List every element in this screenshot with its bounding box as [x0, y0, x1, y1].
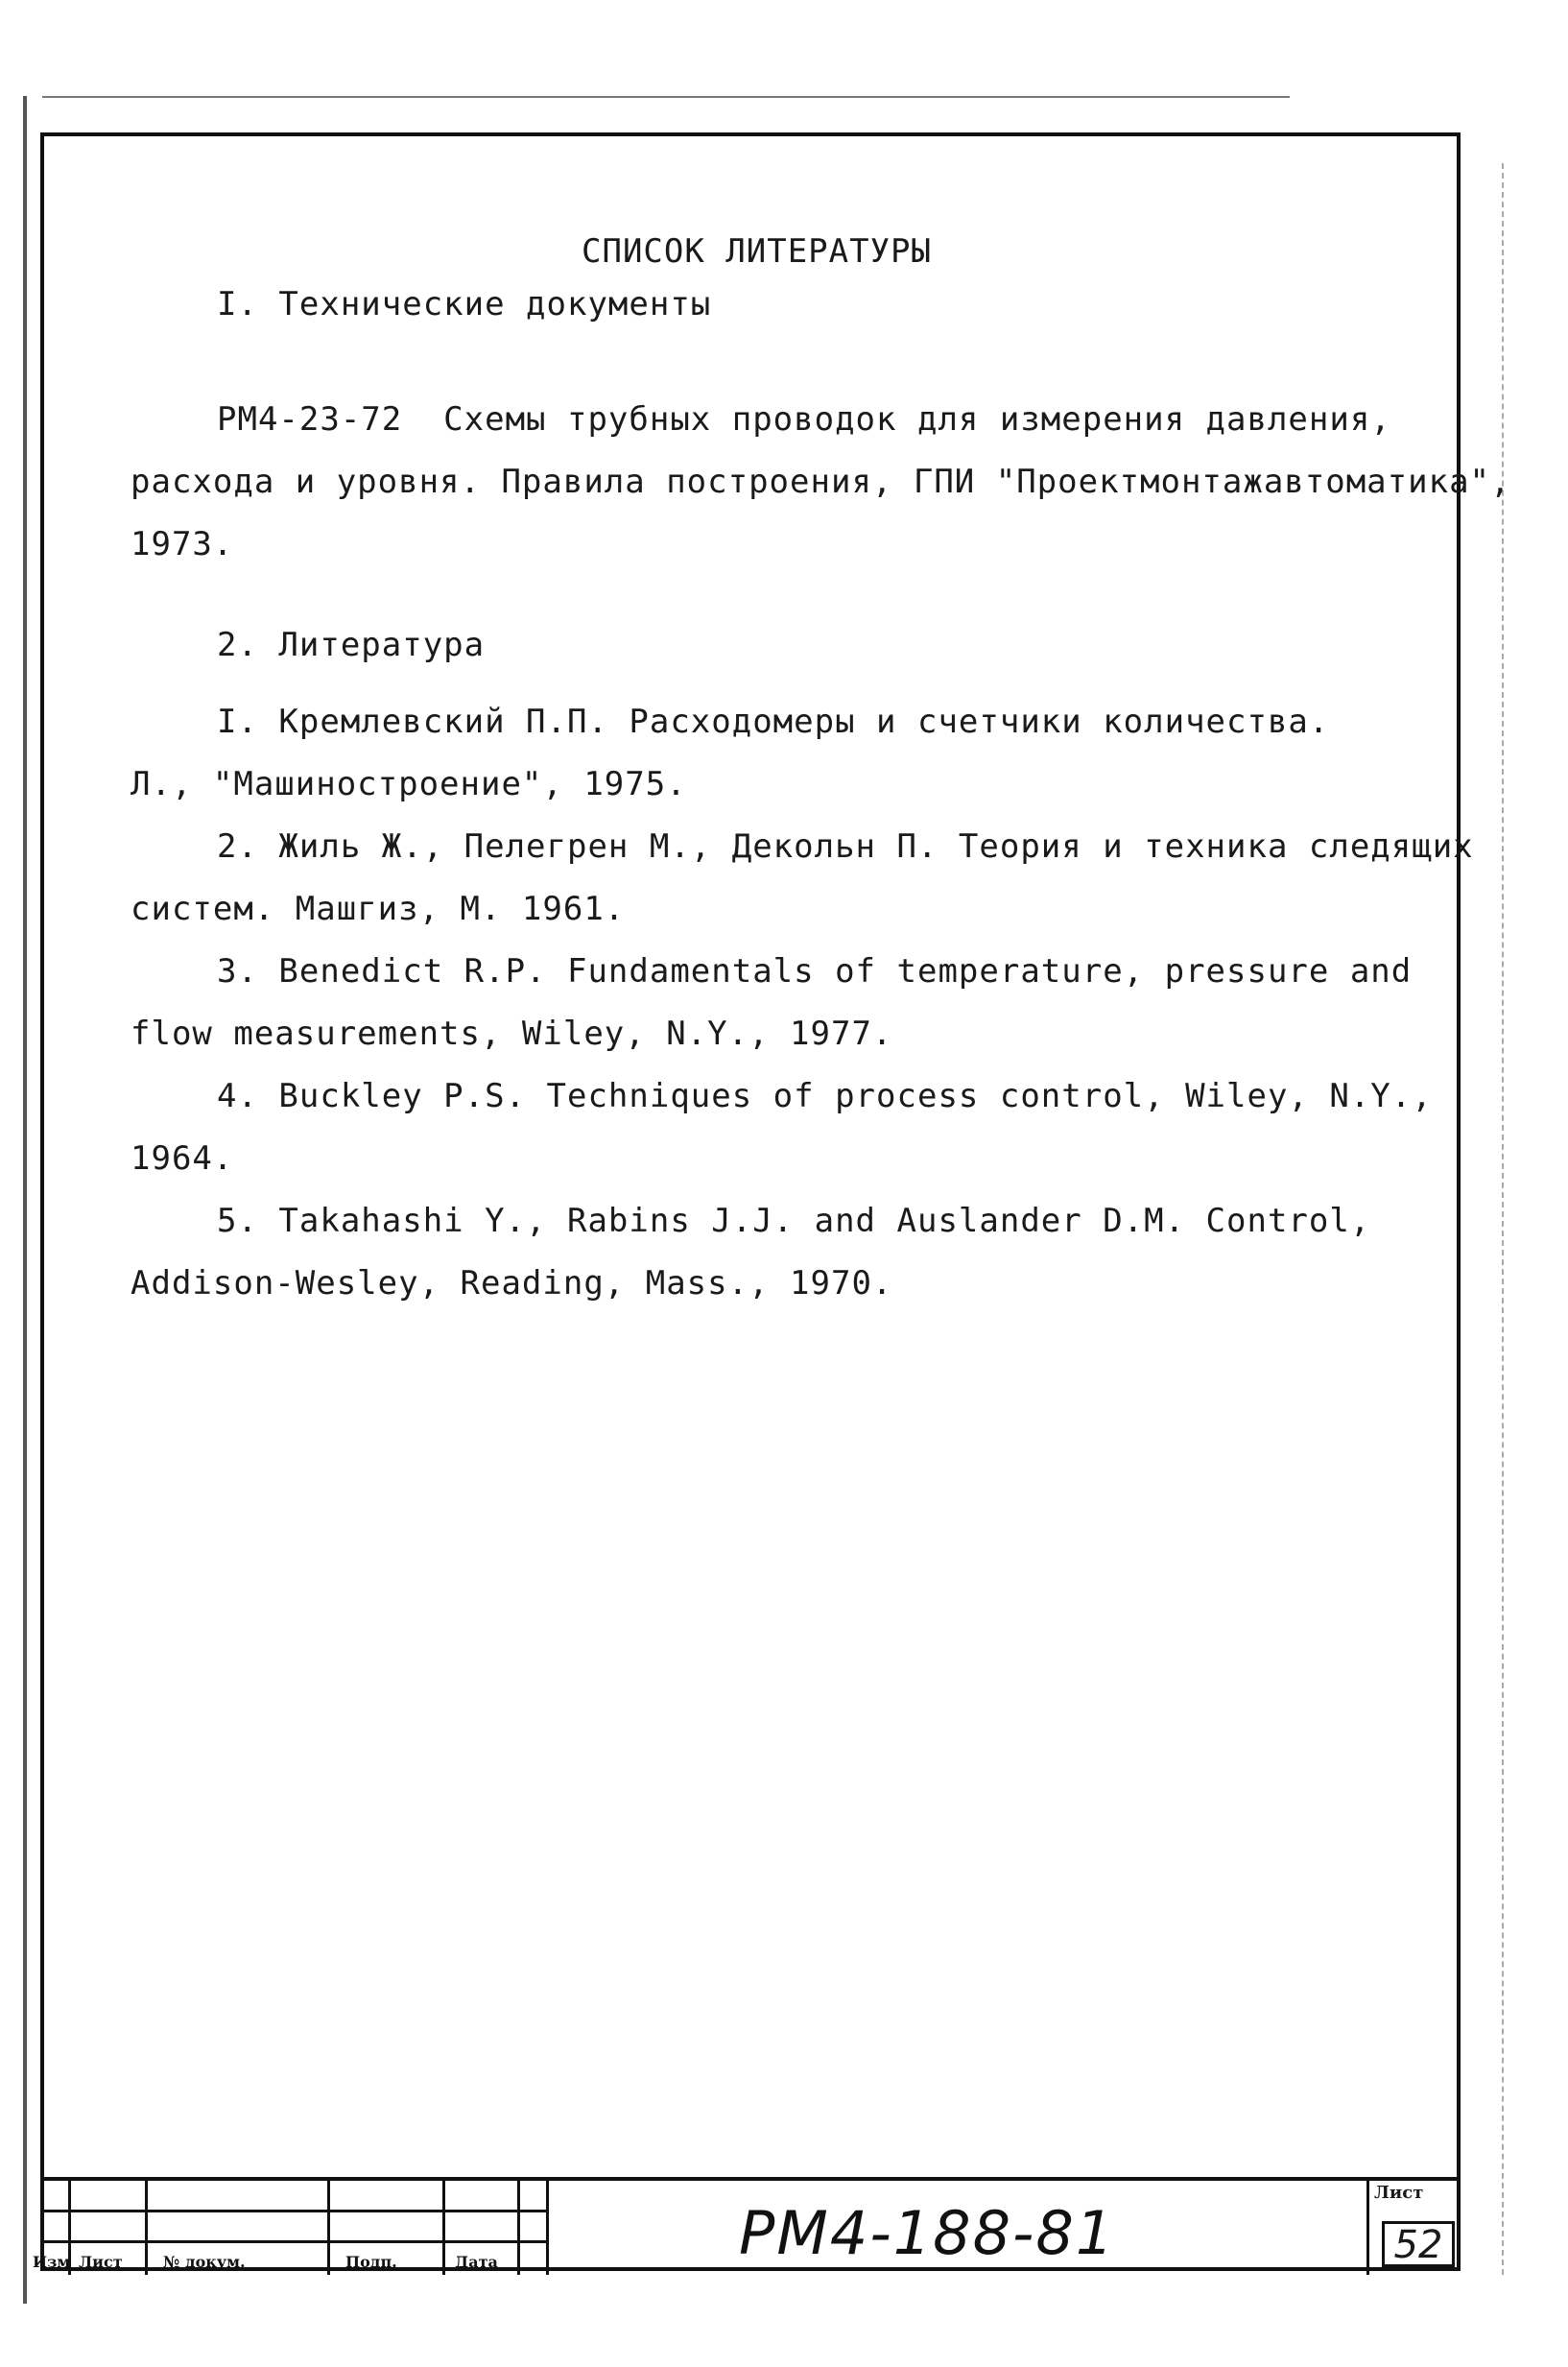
drawing-frame — [40, 132, 1511, 2271]
binding-edge — [23, 96, 27, 2304]
reference-line: 1964. — [131, 1139, 234, 1178]
col-doc — [148, 2181, 330, 2275]
sheet-number: 52 — [1382, 2221, 1455, 2267]
col-doc-label: № докум. — [163, 2253, 246, 2271]
reference-line: Л., "Машиностроение", 1975. — [131, 765, 687, 803]
col-list-label: Лист — [79, 2253, 123, 2271]
col-list — [71, 2181, 148, 2275]
page-title: СПИСОК ЛИТЕРАТУРЫ — [582, 232, 932, 271]
col-izm-label: Изм — [33, 2253, 71, 2271]
section2-heading: 2. Литература — [217, 626, 486, 664]
section1-line-2: расхода и уровня. Правила построения, ГПИ "Проектмонтажавтоматика", — [131, 463, 1511, 501]
reference-line: 2. Жиль Ж., Пелегрен М., Декольн П. Теория и техника следящих — [217, 827, 1474, 866]
reference-line: 4. Buckley P.S. Techniques of process control, Wiley, N.Y., — [217, 1077, 1433, 1115]
sheet-divider — [1366, 2181, 1369, 2275]
col-sign — [330, 2181, 445, 2275]
reference-line: flow measurements, Wiley, N.Y., 1977. — [131, 1015, 893, 1053]
section1-line-3: 1973. — [131, 525, 234, 563]
col-sign-label: Подп. — [345, 2253, 397, 2271]
reference-line: I. Кремлевский П.П. Расходомеры и счетчики количества. — [217, 703, 1330, 741]
top-rule — [42, 96, 1290, 98]
col-date-label: Дата — [455, 2253, 498, 2271]
col-date — [445, 2181, 520, 2275]
section1-line-1: РМ4-23-72 Схемы трубных проводок для измерения давления, — [217, 400, 1391, 439]
reference-line: Addison-Wesley, Reading, Mass., 1970. — [131, 1264, 893, 1303]
sheet-label: Лист — [1374, 2183, 1424, 2203]
col-spacer — [520, 2181, 549, 2275]
reference-line: систем. Машгиз, М. 1961. — [131, 890, 626, 928]
reference-line: 3. Benedict R.P. Fundamentals of temperature, pressure and — [217, 952, 1413, 991]
document-code: РМ4-188-81 — [739, 2198, 1116, 2268]
reference-line: 5. Takahashi Y., Rabins J.J. and Auslander D.M. Control, — [217, 1202, 1371, 1240]
section1-heading: I. Технические документы — [217, 285, 712, 323]
col-izm — [33, 2181, 71, 2275]
